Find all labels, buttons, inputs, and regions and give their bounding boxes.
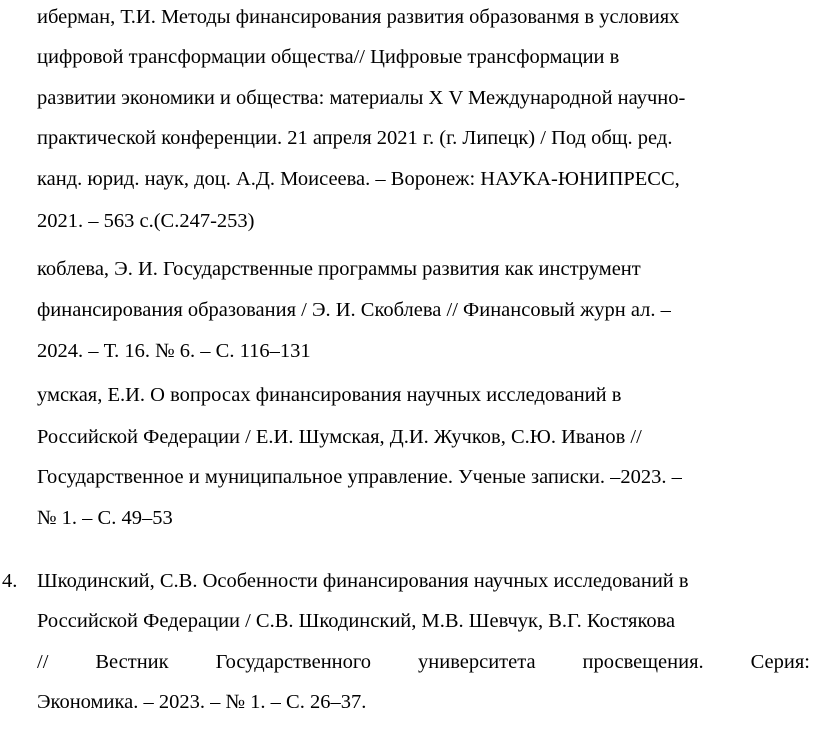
- reference-4-line-4: Экономика. – 2023. – № 1. – С. 26–37.: [37, 691, 367, 713]
- reference-2-line-2: финансирования образования / Э. И. Скоблева // Финансовый журн ал. –: [37, 299, 671, 321]
- reference-3-line-1: умская, Е.И. О вопросах финансирования научных исследований в: [37, 384, 622, 406]
- reference-1-line-2: цифровой трансформации общества// Цифровые трансформации в: [37, 46, 620, 68]
- reference-3-line-4: № 1. – С. 49–53: [37, 507, 173, 529]
- reference-1-line-6: 2021. – 563 с.(С.247-253): [37, 210, 255, 232]
- reference-1-line-4: практической конференции. 21 апреля 2021 г. (г. Липецк) / Под общ. ред.: [37, 127, 673, 149]
- reference-2-line-3: 2024. – Т. 16. № 6. – С. 116–131: [37, 340, 311, 362]
- reference-4-number: 4.: [2, 570, 18, 592]
- reference-1-line-1: иберман, Т.И. Методы финансирования развития образованмя в условиях: [37, 6, 680, 28]
- reference-1-line-3: развитии экономики и общества: материалы Х V Международной научно-: [37, 87, 686, 109]
- reference-4-line-2: Российской Федерации / С.В. Шкодинский, М.В. Шевчук, В.Г. Костякова: [37, 610, 676, 632]
- reference-1-line-5: канд. юрид. наук, доц. А.Д. Моисеева. – Воронеж: НАУКА-ЮНИПРЕСС,: [37, 168, 680, 190]
- reference-3-line-3: Государственное и муниципальное управление. Ученые записки. –2023. –: [37, 466, 682, 488]
- reference-4-line-1: Шкодинский, С.В. Особенности финансирования научных исследований в: [37, 570, 689, 592]
- reference-2-line-1: коблева, Э. И. Государственные программы развития как инструмент: [37, 258, 641, 280]
- reference-3-line-2: Российской Федерации / Е.И. Шумская, Д.И. Жучков, С.Ю. Иванов //: [37, 426, 642, 448]
- reference-4-line-3: // Вестник Государственного университета просвещения. Серия:: [37, 651, 810, 673]
